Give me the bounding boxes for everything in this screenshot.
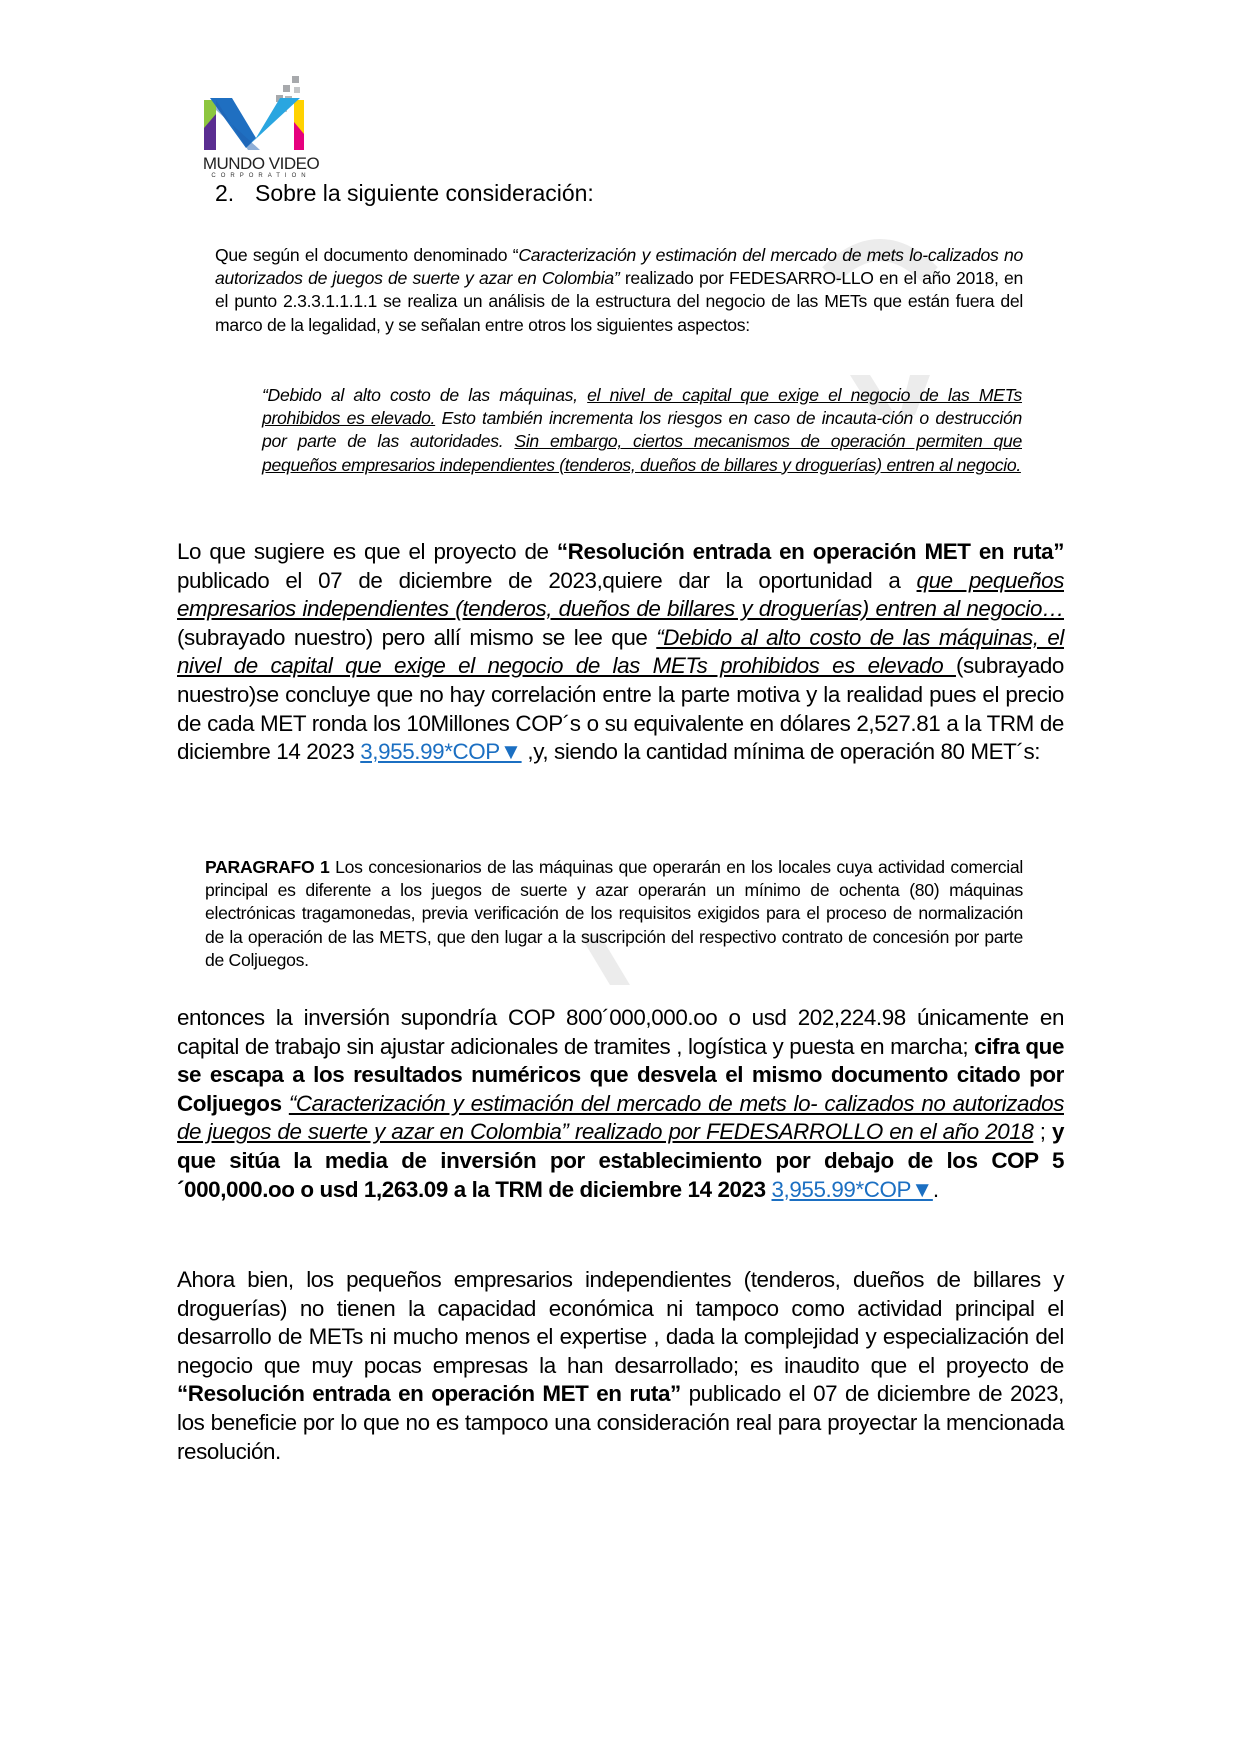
text: (subrayado nuestro) pero allí mismo se lee que (177, 624, 657, 650)
body-paragraph-1 (177, 538, 1064, 767)
underlined-text: Sin embargo, ciertos mecanismos de operación permiten que pequeños empresarios independientes (tenderos, dueños de billares y droguerías) entren al negocio. (262, 431, 1022, 475)
bold-text: “Resolución entrada en operación MET en ruta” (556, 539, 1064, 564)
text: Esto también incrementa los riesgos en caso de incauta-ción o destrucción por parte de las autoridades. (262, 408, 1022, 452)
body-paragraph-3 (177, 1266, 1064, 1466)
paragrafo-excerpt (205, 856, 1023, 972)
text: “Debido al alto costo de las máquinas, (262, 385, 588, 405)
text: entonces la inversión supondría COP 800´000,000.oo o usd 202,224.98 únicamente en capital de trabajo sin ajustar adicionales de tramites , logística y puesta en marcha; (177, 1005, 1064, 1059)
italic-underlined-text: “Debido al alto costo de las máquinas, el nivel de capital que exige el negocio de las METs prohibidos es elevado (177, 624, 1064, 679)
bold-text: cifra que se escapa a los resultados numéricos que desvela el mismo documento citado por Coljuegos (177, 1033, 1064, 1116)
text: publicado el 07 de diciembre de 2023,quiere dar la oportunidad a (177, 567, 917, 593)
text: Lo que sugiere es que el proyecto de (177, 539, 557, 564)
text: realizado por FEDESARRO-LLO en el año 2018, en el punto 2.3.3.1.1.1.1 se realiza un análisis de la estructura del negocio de las METs que están fuera del marco de la legalidad, y se señalan entre otros los siguientes aspectos: (215, 268, 1023, 335)
text (282, 1091, 289, 1116)
body-paragraph-2 (177, 1004, 1064, 1204)
exchange-rate-link[interactable]: 3,955.99*COP▼ (771, 1176, 933, 1202)
text: . (932, 1176, 939, 1202)
document-title-italic: Caracterización y estimación del mercado de mets lo-calizados no autorizados de juegos de suerte y azar en Colombia” (215, 245, 1023, 289)
bold-text: y que sitúa la media de inversión por establecimiento por debajo de los COP 5´000,000.oo o usd 1,263.09 a la TRM de diciembre 14 2023 (177, 1119, 1064, 1202)
exchange-rate-link[interactable]: 3,955.99*COP▼ (360, 739, 522, 765)
section-number: 2. (215, 180, 235, 206)
section-title: Sobre la siguiente consideración: (255, 180, 594, 206)
text: Ahora bien, los pequeños empresarios independientes (tenderos, dueños de billares y droguerías) no tienen la capacidad económica ni tampoco como actividad principal el desarrollo de METs ni mucho menos el expertise , dada la complejidad y especialización del negocio que muy pocas empresas la han desarrollado; es inaudito que el proyecto de (177, 1267, 1064, 1378)
text: Que según el documento denominado “ (215, 245, 519, 265)
bold-text: PARAGRAFO 1 (205, 857, 330, 877)
italic-underlined-text: que pequeños empresarios independientes (tenderos, dueños de billares y droguerías) entren al negocio… (177, 567, 1064, 622)
text: Los concesionarios de las máquinas que operarán en los locales cuya actividad comercial principal es diferente a los juegos de suerte y azar operarán un mínimo de ochenta (80) máquinas electrónicas tragamonedas, previa verificación de los requisitos exigidos para el proceso de normalización de la operación de las METS, que den lugar a la suscripción del respectivo contrato de concesión por parte de Coljuegos. (205, 857, 1023, 970)
text: (subrayado nuestro)se concluye que no hay correlación entre la parte motiva y la realidad pues el precio de cada MET ronda los 10Millones COP´s o su equivalente en dólares 2,527.81 a la TRM de diciembre 14 2023 (177, 653, 1064, 765)
logo-subtitle: CORPORATION (211, 173, 311, 179)
section-heading (215, 180, 594, 207)
text: publicado el 07 de diciembre de 2023, los beneficie por lo que no es tampoco una consideración real para proyectar la mencionada resolución. (177, 1381, 1064, 1464)
text: ; (1033, 1119, 1052, 1145)
mundo-video-logo-icon (186, 70, 336, 155)
text: ,y, siendo la cantidad mínima de operación 80 MET´s: (521, 739, 1041, 765)
company-logo (186, 70, 336, 180)
italic-underlined-text: “Caracterización y estimación del mercado de mets lo- calizados no autorizados de juegos de suerte y azar en Colombia” realizado por FEDESARROLLO en el año 2018 (177, 1090, 1064, 1145)
bold-text: “Resolución entrada en operación MET en ruta” (177, 1381, 681, 1407)
underlined-text: el nivel de capital que exige el negocio de las METs prohibidos es elevado. (262, 385, 1022, 429)
quoted-excerpt (215, 244, 1023, 337)
logo-text: MUNDO VIDEO (202, 154, 320, 173)
inner-citation (262, 384, 1022, 477)
